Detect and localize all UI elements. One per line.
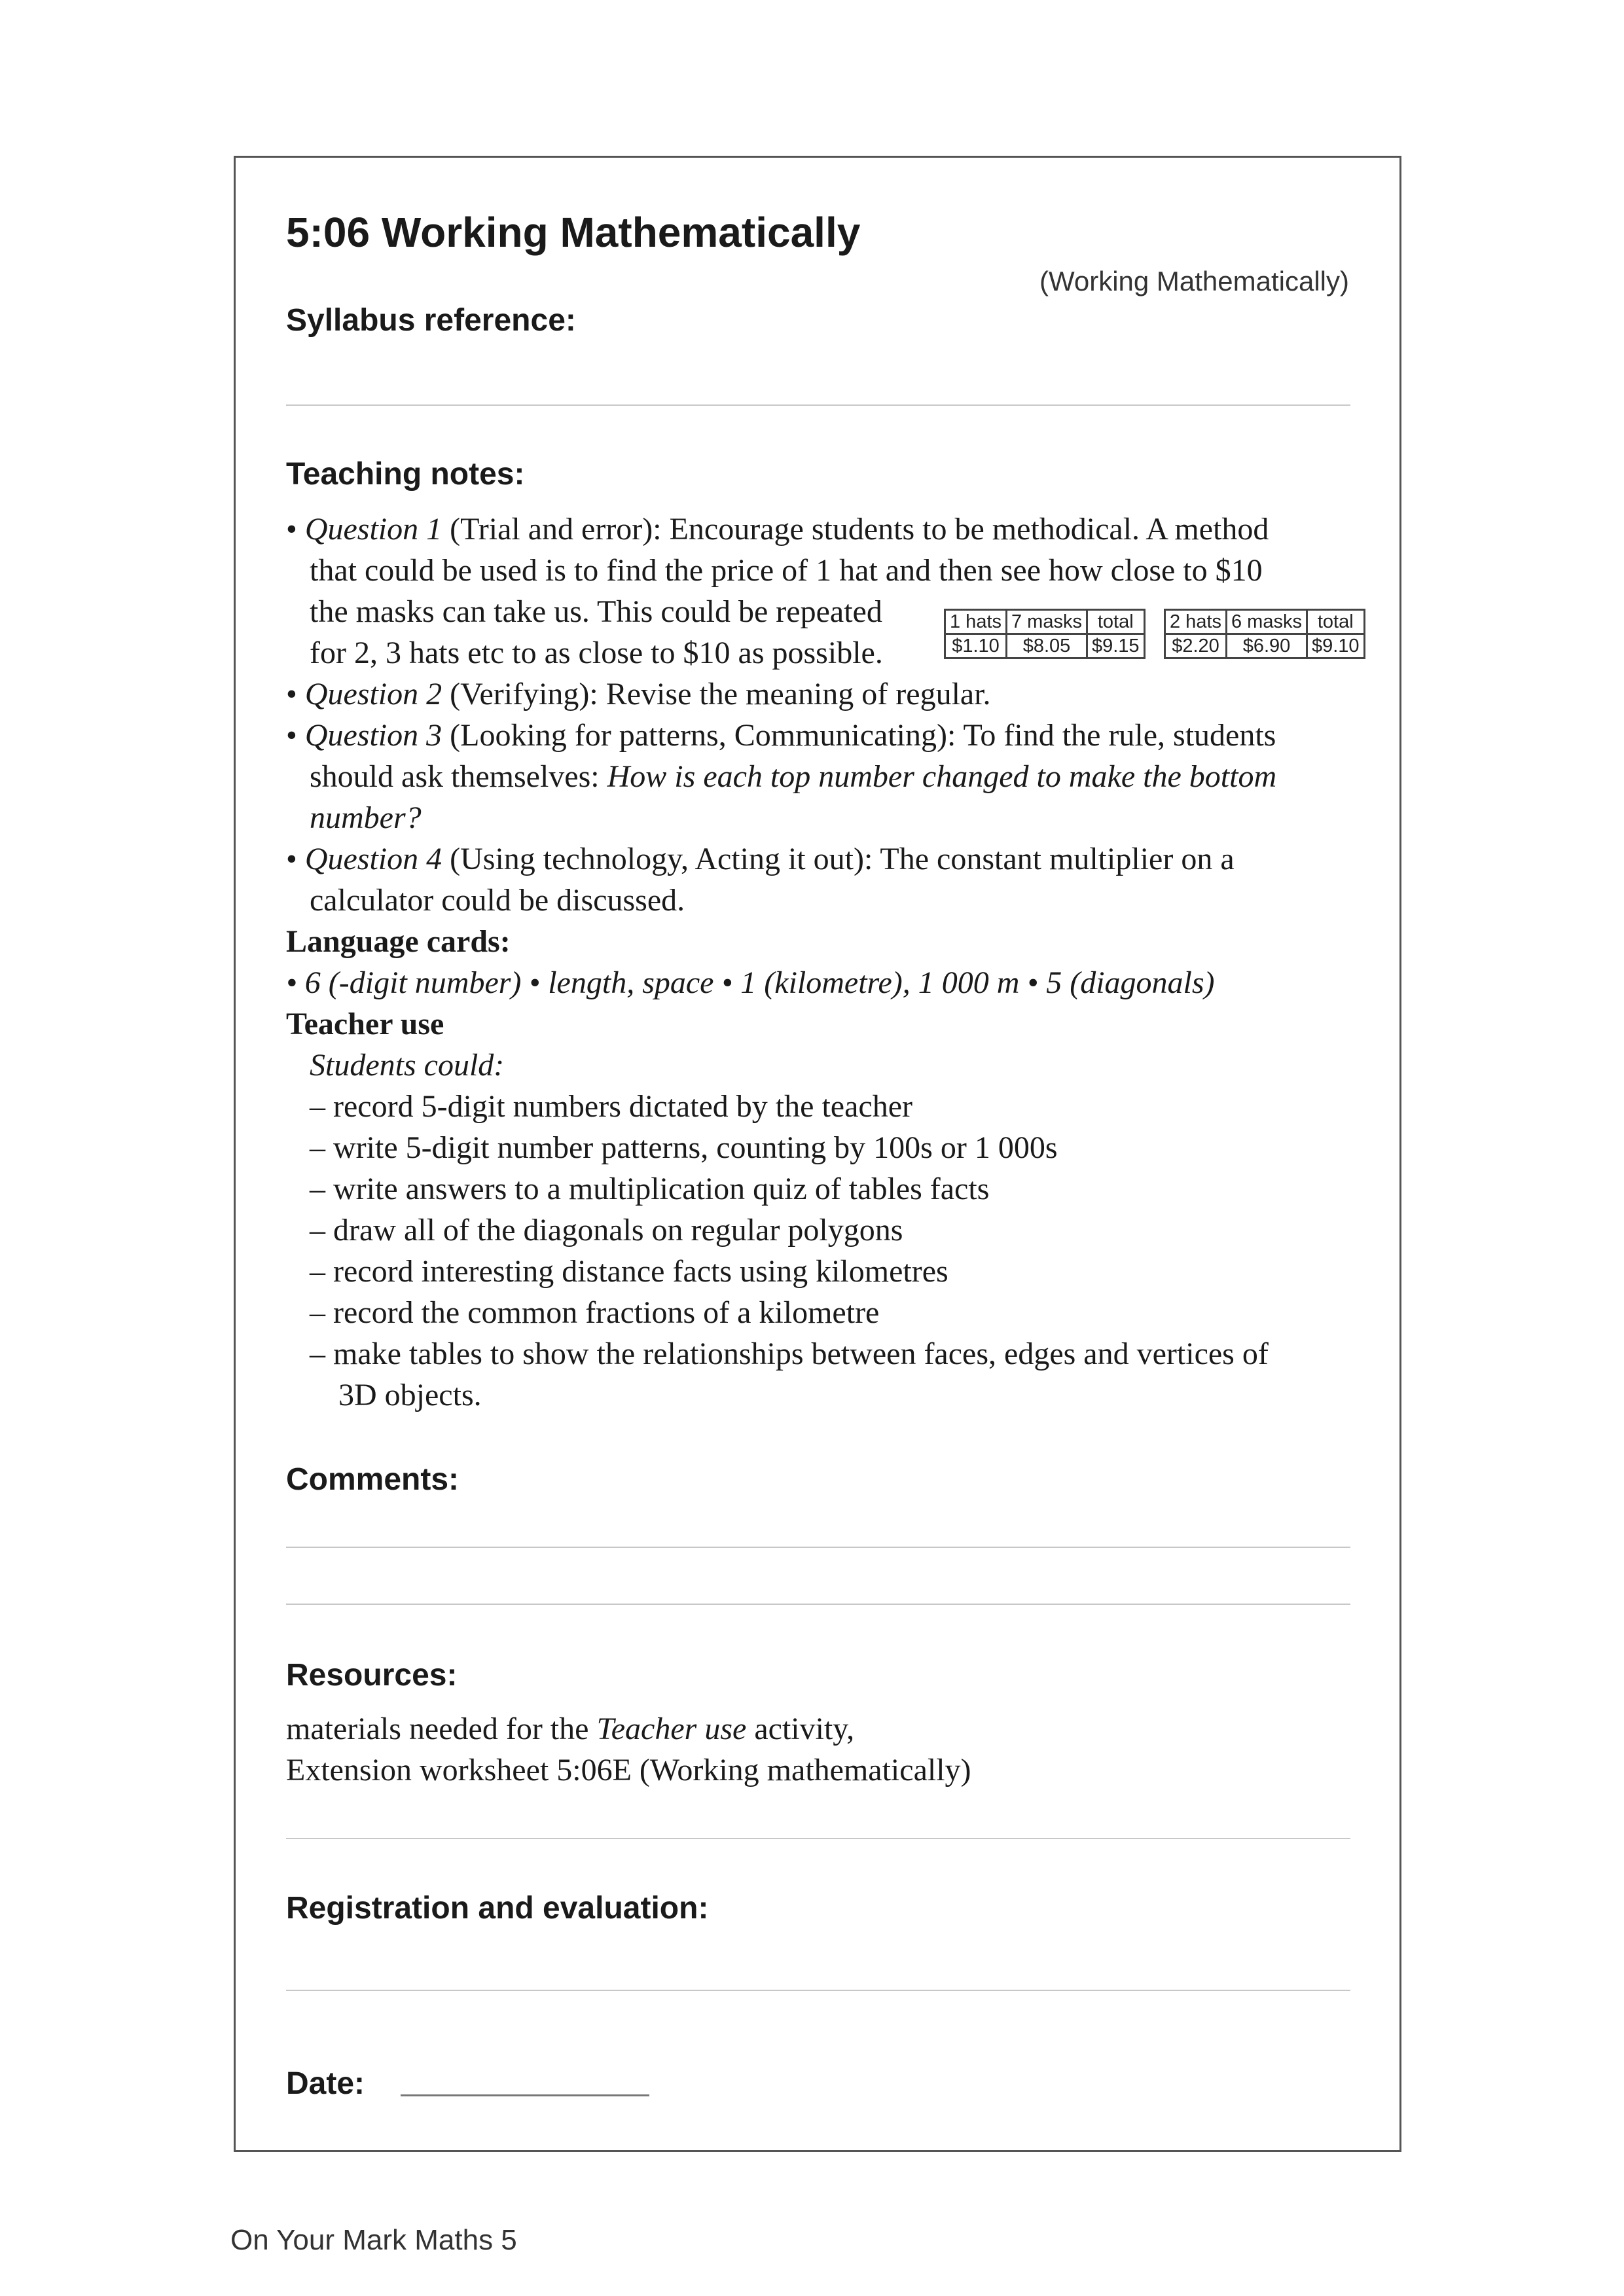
comments-heading: Comments: — [286, 1462, 460, 1497]
q4-line-2: calculator could be discussed. — [310, 883, 685, 918]
page-subtitle: (Working Mathematically) — [1039, 266, 1349, 296]
q4-label: Question 4 — [304, 842, 442, 876]
q2-line: • Question 2 (Verifying): Revise the meaning of regular. — [286, 677, 991, 711]
table-header-cell: 1 hats — [945, 610, 1007, 634]
resources-body — [286, 1708, 1360, 1791]
q1-label: Question 1 — [304, 512, 442, 547]
table-header-cell: total — [1087, 610, 1144, 634]
teacher-use-heading: Teacher use — [286, 1007, 444, 1041]
language-cards-heading: Language cards: — [286, 924, 511, 959]
syllabus-divider — [286, 404, 1350, 406]
resources-line-2: Extension worksheet 5:06E (Working mathematically) — [286, 1753, 971, 1787]
price-table-1 — [944, 609, 1146, 659]
resources-heading: Resources: — [286, 1658, 458, 1693]
q1-line-3: the masks can take us. This could be repeated — [310, 594, 882, 629]
q3-line-2: should ask themselves: How is each top number changed to make the bottom — [310, 759, 1277, 794]
table-cell: $2.20 — [1165, 634, 1227, 658]
q1-line-4: for 2, 3 hats etc to as close to $10 as possible. — [310, 636, 883, 670]
comments-line-1 — [286, 1547, 1350, 1548]
table-cell: $6.90 — [1227, 634, 1307, 658]
teacher-use-item: – record 5-digit numbers dictated by the teacher — [310, 1089, 912, 1124]
teacher-use-item-continued: 3D objects. — [338, 1378, 482, 1412]
teacher-use-item: – record the common fractions of a kilometre — [310, 1295, 880, 1330]
q2-label: Question 2 — [304, 677, 442, 711]
table-cell: $1.10 — [945, 634, 1007, 658]
price-table-2 — [1164, 609, 1365, 659]
q4-line-1: • Question 4 (Using technology, Acting it out): The constant multiplier on a — [286, 842, 1235, 876]
teacher-use-item: – write 5-digit number patterns, counting by 100s or 1 000s — [310, 1130, 1058, 1165]
teaching-notes-heading: Teaching notes: — [286, 457, 525, 492]
comments-line-2 — [286, 1604, 1350, 1605]
teacher-use-intro: Students could: — [310, 1048, 505, 1083]
table-cell: $9.10 — [1307, 634, 1364, 658]
teacher-use-item: – draw all of the diagonals on regular polygons — [310, 1213, 903, 1247]
table-header-cell: 7 masks — [1007, 610, 1087, 634]
teacher-use-item: – make tables to show the relationships between faces, edges and vertices of — [310, 1336, 1269, 1371]
syllabus-reference-label: Syllabus reference: — [286, 303, 576, 338]
table-header-cell: 2 hats — [1165, 610, 1227, 634]
q1-line-2: that could be used is to find the price of 1 hat and then see how close to $10 — [310, 553, 1263, 588]
registration-heading: Registration and evaluation: — [286, 1891, 709, 1926]
date-label: Date: — [286, 2066, 365, 2101]
q3-label: Question 3 — [304, 718, 442, 753]
page-title: 5:06 Working Mathematically — [286, 209, 861, 256]
q3-line-1: • Question 3 (Looking for patterns, Communicating): To find the rule, students — [286, 718, 1276, 753]
page-footer: On Your Mark Maths 5 — [230, 2224, 517, 2256]
date-input-line — [401, 2094, 649, 2096]
language-cards-items: • 6 (-digit number) • length, space • 1 (kilometre), 1 000 m • 5 (diagonals) — [286, 965, 1215, 1000]
table-cell: $9.15 — [1087, 634, 1144, 658]
registration-divider — [286, 1990, 1350, 1991]
table-cell: $8.05 — [1007, 634, 1087, 658]
table-header-cell: total — [1307, 610, 1364, 634]
resources-divider — [286, 1838, 1350, 1839]
teacher-use-item: – write answers to a multiplication quiz of tables facts — [310, 1172, 990, 1206]
q1-line-1: • Question 1 (Trial and error): Encourage students to be methodical. A method — [286, 512, 1269, 547]
teacher-use-item: – record interesting distance facts using kilometres — [310, 1254, 948, 1289]
q3-line-3: number? — [310, 800, 422, 835]
table-header-cell: 6 masks — [1227, 610, 1307, 634]
resources-line-1: materials needed for the Teacher use activity, — [286, 1712, 855, 1746]
